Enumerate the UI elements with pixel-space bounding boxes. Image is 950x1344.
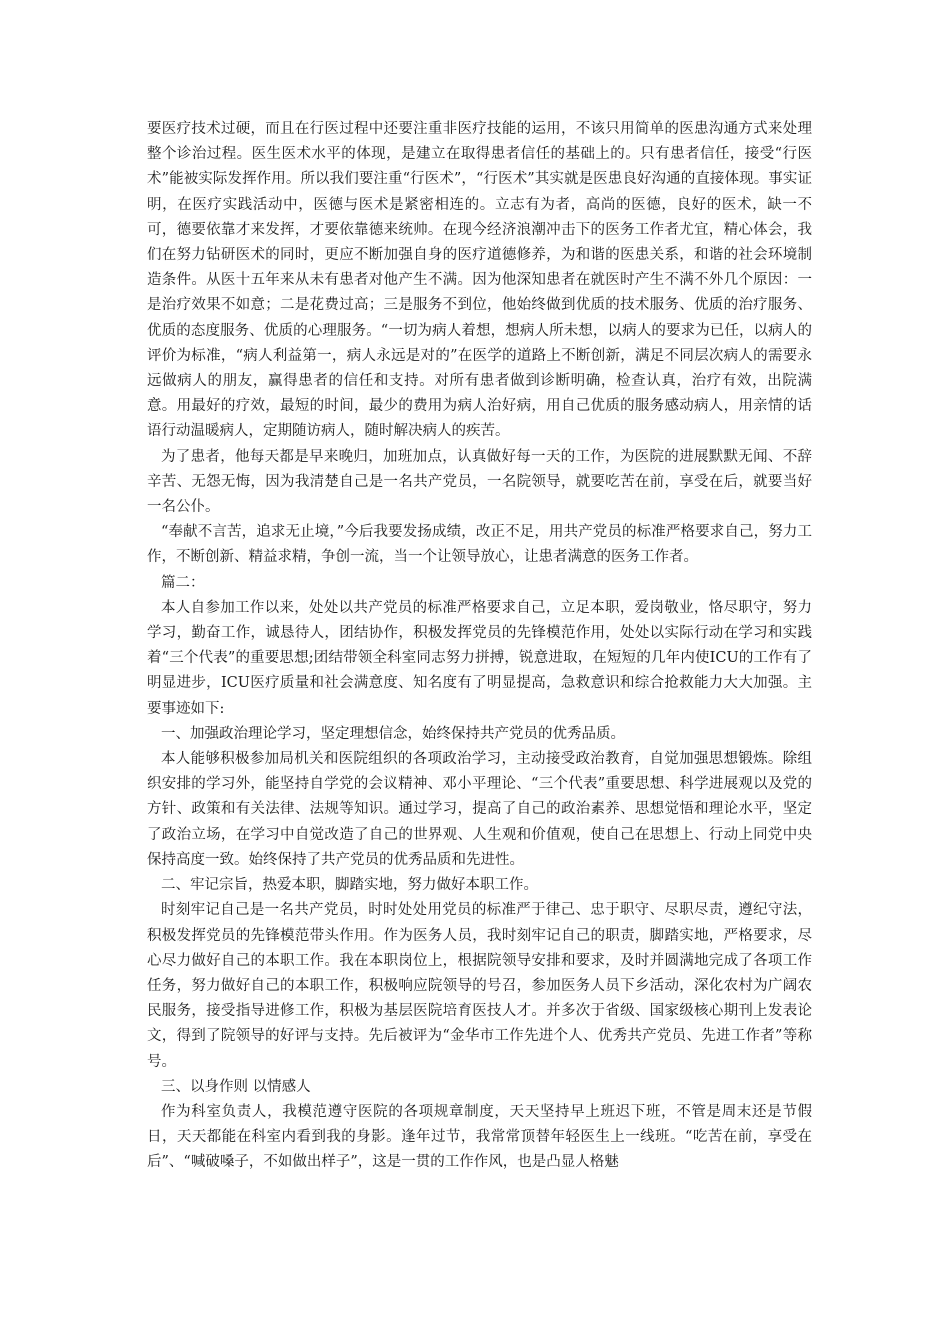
paragraph-duty: 时刻牢记自己是一名共产党员，时时处处用党员的标准严于律己、忠于职守、尽职尽责，遵纪守法，积极发挥党员的先锋模范带头作用。作为医务人员，我时刻牢记自己的职责，脚踏实地，严格要求，尽心尽力做好自己的本职工作。我在本职岗位上，根据院领导安排和要求，及时并圆满地完成了各项工作任务，努力做好自己的本职工作，积极响应院领导的号召，参加医务人员下乡活动，深化农村为广阔农民服务，接受指导进修工作，积极为基层医院培育医技人才。并多次于省级、国家级核心期刊上发表论文，得到了院领导的好评与支持。先后被评为“金华市工作先进个人、优秀共产党员、先进工作者”等称号。 xyxy=(147,902,812,1070)
paragraph-continuation: 要医疗技术过硬，而且在行医过程中还要注重非医疗技能的运用，不该只用简单的医患沟通方式来处理整个诊治过程。医生医术水平的体现，是建立在取得患者信任的基础上的。只有患者信任，接受“行医术”能被实际发挥作用。所以我们要注重“行医术”，“行医术”其实就是医患良好沟通的直接体现。事实证明，在医疗实践活动中，医德与医术是紧密相连的。立志有为者，高尚的医德，良好的医术，缺一不可，德要依靠才来发挥，才要依靠德来统帅。在现今经济浪潮冲击下的医务工作者尤宜，精心体会，我们在努力钻研医术的同时，更应不断加强自身的医疗道德修养，为和谐的医患关系，和谐的社会环境制造条件。从医十五年来从未有患者对他产生不满。因为他深知患者在就医时产生不满不外几个原因：一是治疗效果不如意；二是花费过高；三是服务不到位，他始终做到优质的技术服务、优质的治疗服务、优质的态度服务、优质的心理服务。“一切为病人着想，想病人所未想，以病人的要求为已任，以病人的评价为标准，“病人利益第一，病人永远是对的”在医学的道路上不断创新，满足不同层次病人的需要永远做病人的朋友，赢得患者的信任和支持。对所有患者做到诊断明确，检查认真，治疗有效，出院满意。用最好的疗效，最短的时间，最少的费用为病人治好病，用自己优质的服务感动病人，用亲情的话语行动温暖病人，定期随访病人，随时解决病人的疾苦。 xyxy=(147,121,812,440)
section-heading-three: 三、以身作则 以情感人 xyxy=(161,1078,311,1095)
section-heading-one: 一、加强政治理论学习，坚定理想信念，始终保持共产党员的优秀品质。 xyxy=(161,725,625,742)
paragraph-dedication: “奉献不言苦，追求无止境，”今后我要发扬成绩，改正不足，用共产党员的标准严格要求自己，努力工作，不断创新、精益求精，争创一流，当一个让领导放心，让患者满意的医务工作者。 xyxy=(147,524,812,566)
paragraph-for-patients: 为了患者，他每天都是早来晚归，加班加点，认真做好每一天的工作，为医院的进展默默无闻、不辞辛苦、无怨无悔，因为我清楚自己是一名共产党员，一名院领导，就要吃苦在前，享受在后，就要当好一名公仆。 xyxy=(147,448,812,516)
section-heading-part-two: 篇二： xyxy=(161,574,205,591)
paragraph-leadership: 作为科室负责人，我模范遵守医院的各项规章制度，天天坚持早上班迟下班，不管是周末还是节假日，天天都能在科室内看到我的身影。逢年过节，我常常顶替年轻医生上一线班。“吃苦在前，享受在后”、“喊破嗓子，不如做出样子”，这是一贯的工作作风，也是凸显人格魅 xyxy=(147,1103,812,1171)
paragraph-political-study: 本人能够积极参加局机关和医院组织的各项政治学习，主动接受政治教育，自觉加强思想锻炼。除组织安排的学习外，能坚持自学党的会议精神、邓小平理论、“三个代表”重要思想、科学进展观以及党的方针、政策和有关法律、法规等知识。通过学习，提高了自己的政治素养、思想觉悟和理论水平，坚定了政治立场，在学习中自觉改造了自己的世界观、人生观和价值观，使自己在思想上、行动上同党中央保持高度一致。始终保持了共产党员的优秀品质和先进性。 xyxy=(147,751,812,868)
paragraph-intro: 本人自参加工作以来，处处以共产党员的标准严格要求自己，立足本职，爱岗敬业，恪尽职守，努力学习，勤奋工作，诚恳待人，团结协作，积极发挥党员的先锋模范作用，处处以实际行动在学习和实践着“三个代表”的重要思想;团结带领全科室同志努力拼搏，锐意进取，在短短的几年内使ICU的工作有了明显进步，ICU医疗质量和社会满意度、知名度有了明显提高，急救意识和综合抢救能力大大加强。主要事迹如下: xyxy=(147,599,812,717)
section-heading-two: 二、牢记宗旨，热爱本职，脚踏实地，努力做好本职工作。 xyxy=(161,877,538,894)
document-body xyxy=(147,117,812,1176)
